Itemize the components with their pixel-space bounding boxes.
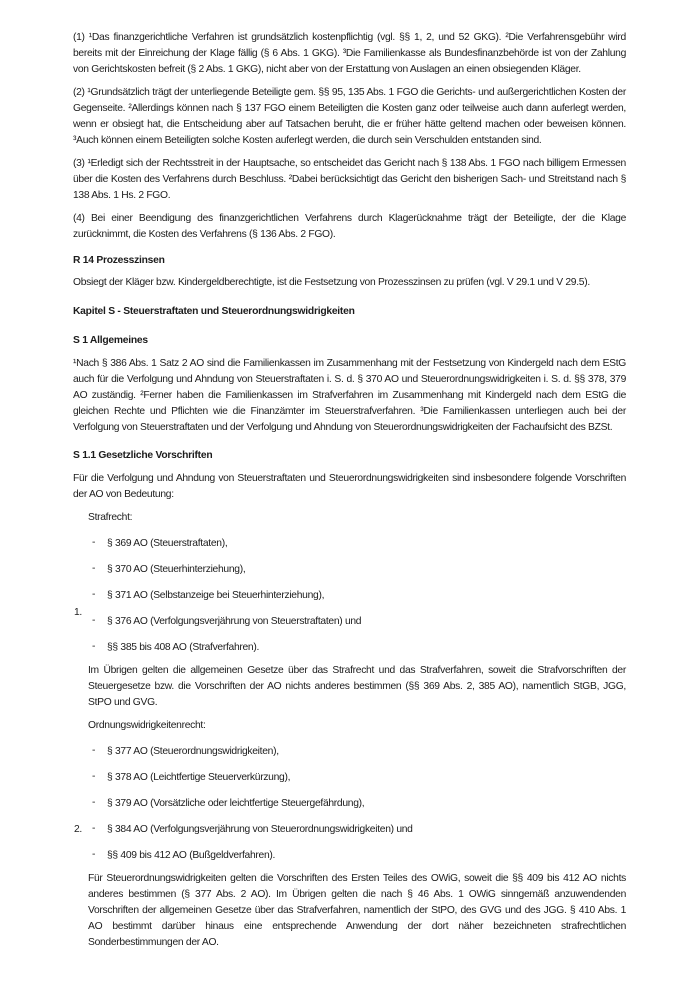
list-item (88, 588, 626, 604)
bullet-icon: - (92, 849, 96, 860)
list-item (88, 614, 626, 630)
list-item (88, 848, 626, 864)
list-item-text: § 379 AO (Vorsätzliche oder leichtfertige Steuergefährdung), (107, 798, 365, 809)
list-item-text: § 370 AO (Steuerhinterziehung), (107, 564, 246, 575)
paragraph-2: (2) ¹Grundsätzlich trägt der unterliegende Beteiligte gem. §§ 95, 135 Abs. 1 FGO die Gerichts- und außergerichtlichen Kosten der Gegenseite. ²Allerdings können nach § 137 FGO einem Beteiligten die Kosten ganz oder teilweise auch dann auferlegt werden, wenn er obsiegt hat, die Entscheidung aber auf Tatsachen beruht, die er früher hätte geltend machen oder beweisen können. ³Auch können einem Beteiligten solche Kosten auferlegt werden, die durch sein Verschulden entstanden sind. (73, 87, 626, 146)
list-item (88, 796, 626, 812)
paragraph-3: (3) ¹Erledigt sich der Rechtsstreit in der Hauptsache, so entscheidet das Gericht nach § 138 Abs. 1 FGO nach billigem Ermessen über die Kosten des Verfahrens durch Beschluss. ²Dabei berücksichtigt das Gericht den bisherigen Sach- und Streitstand nach § 138 Abs. 1 Hs. 2 FGO. (73, 158, 626, 201)
bullet-icon: - (92, 771, 96, 782)
note-strafrecht: Im Übrigen gelten die allgemeinen Gesetze über das Strafrecht und das Strafverfahren, soweit die Strafvorschriften der Steuergesetze bzw. die Vorschriften der AO nichts anderes bestimmen (§§ 369 Abs. 2, 385 AO), namentlich StGB, JGG, StPO und GVG. (88, 665, 626, 708)
paragraph-s11-intro: Für die Verfolgung und Ahndung von Steuerstraftaten und Steuerordnungswidrigkeiten sind insbesondere folgende Vorschriften der AO von Bedeutung: (73, 473, 626, 500)
heading-s1-allgemeines: S 1 Allgemeines (73, 335, 148, 346)
bullet-icon: - (92, 589, 96, 600)
list-item (88, 562, 626, 578)
heading-r14-prozesszinsen: R 14 Prozesszinsen (73, 255, 165, 266)
heading-s11-gesetzliche-vorschriften: S 1.1 Gesetzliche Vorschriften (73, 450, 213, 461)
bullet-icon: - (92, 615, 96, 626)
bullet-icon: - (92, 641, 96, 652)
list-item-text: §§ 385 bis 408 AO (Strafverfahren). (107, 642, 260, 653)
numbered-item-ordnungswidrigkeitenrecht (74, 718, 626, 951)
list-item-text: § 369 AO (Steuerstraftaten), (107, 538, 228, 549)
list-item (88, 640, 626, 656)
list-item (88, 822, 626, 838)
list-item-text: § 378 AO (Leichtfertige Steuerverkürzung), (107, 772, 291, 783)
paragraph-s1: ¹Nach § 386 Abs. 1 Satz 2 AO sind die Familienkassen im Zusammenhang mit der Festsetzung von Kindergeld nach dem EStG auch für die Verfolgung und Ahndung von Steuerstraftaten i. S. d. § 370 AO und Steuerordnungswidrigkeiten i. S. d. §§ 378, 379 AO zuständig. ²Ferner haben die Familienkassen im Strafverfahren im Zusammenhang mit Kindergeld nach dem EStG die gleichen Rechte und Pflichten wie die Finanzämter im Steuerstrafverfahren. ³Die Familienkassen unterliegen auch bei der Verfolgung von Steuerstraftaten und der Verfolgung und Ahndung von Steuerordnungswidrigkeiten der Fachaufsicht des BZSt. (73, 358, 626, 433)
list-item (88, 536, 626, 552)
bullet-icon: - (92, 563, 96, 574)
bullet-icon: - (92, 537, 96, 548)
group-label-strafrecht: Strafrecht: (88, 512, 133, 523)
list-number-1: 1. (74, 607, 82, 618)
group-label-ordnungswidrigkeitenrecht: Ordnungswidrigkeitenrecht: (88, 720, 206, 731)
list-item (88, 744, 626, 760)
paragraph-1: (1) ¹Das finanzgerichtliche Verfahren ist grundsätzlich kostenpflichtig (vgl. §§ 1, 2, und 52 GKG). ²Die Verfahrensgebühr wird bereits mit der Einreichung der Klage fällig (§ 6 Abs. 1 GKG). ³Die Familienkasse als Bundesfinanzbehörde ist von der Zahlung von Gerichtskosten befreit (§ 2 Abs. 1 GKG), nicht aber von der Erstattung von Auslagen an einen obsiegenden Kläger. (73, 32, 626, 75)
paragraph-4: (4) Bei einer Beendigung des finanzgerichtlichen Verfahrens durch Klagerücknahme trägt der Beteiligte, der die Klage zurücknimmt, die Kosten des Verfahrens (§ 136 Abs. 2 FGO). (73, 213, 626, 240)
list-item-text: § 371 AO (Selbstanzeige bei Steuerhinterziehung), (107, 590, 325, 601)
numbered-item-strafrecht (74, 510, 626, 711)
bullet-icon: - (92, 745, 96, 756)
heading-kapitel-s: Kapitel S - Steuerstraftaten und Steuerordnungswidrigkeiten (73, 306, 355, 317)
list-item-text: §§ 409 bis 412 AO (Bußgeldverfahren). (107, 850, 276, 861)
list-item-text: § 377 AO (Steuerordnungswidrigkeiten), (107, 746, 279, 757)
list-item-text: § 384 AO (Verfolgungsverjährung von Steuerordnungswidrigkeiten) und (107, 824, 413, 835)
numbered-list (74, 510, 626, 951)
note-ordnungswidrigkeitenrecht: Für Steuerordnungswidrigkeiten gelten die Vorschriften des Ersten Teiles des OWiG, soweit die §§ 409 bis 412 AO nichts anderes bestimmen (§ 377 Abs. 2 AO). Im Übrigen gelten die nach § 46 Abs. 1 OWiG sinngemäß anzuwendenden Vorschriften der allgemeinen Gesetze über das Strafverfahren, namentlich der StPO, des GVG und des JGG. § 410 Abs. 1 AO bestimmt darüber hinaus eine entsprechende Anwendung der dort näher bezeichneten strafrechtlichen Sonderbestimmungen der AO. (88, 873, 626, 948)
bullet-icon: - (92, 823, 96, 834)
list-item (88, 770, 626, 786)
list-number-2: 2. (74, 824, 82, 835)
list-item-text: § 376 AO (Verfolgungsverjährung von Steuerstraftaten) und (107, 616, 362, 627)
bullet-icon: - (92, 797, 96, 808)
paragraph-prozesszinsen: Obsiegt der Kläger bzw. Kindergeldberechtigte, ist die Festsetzung von Prozesszinsen zu prüfen (vgl. V 29.1 und V 29.5). (73, 277, 590, 288)
